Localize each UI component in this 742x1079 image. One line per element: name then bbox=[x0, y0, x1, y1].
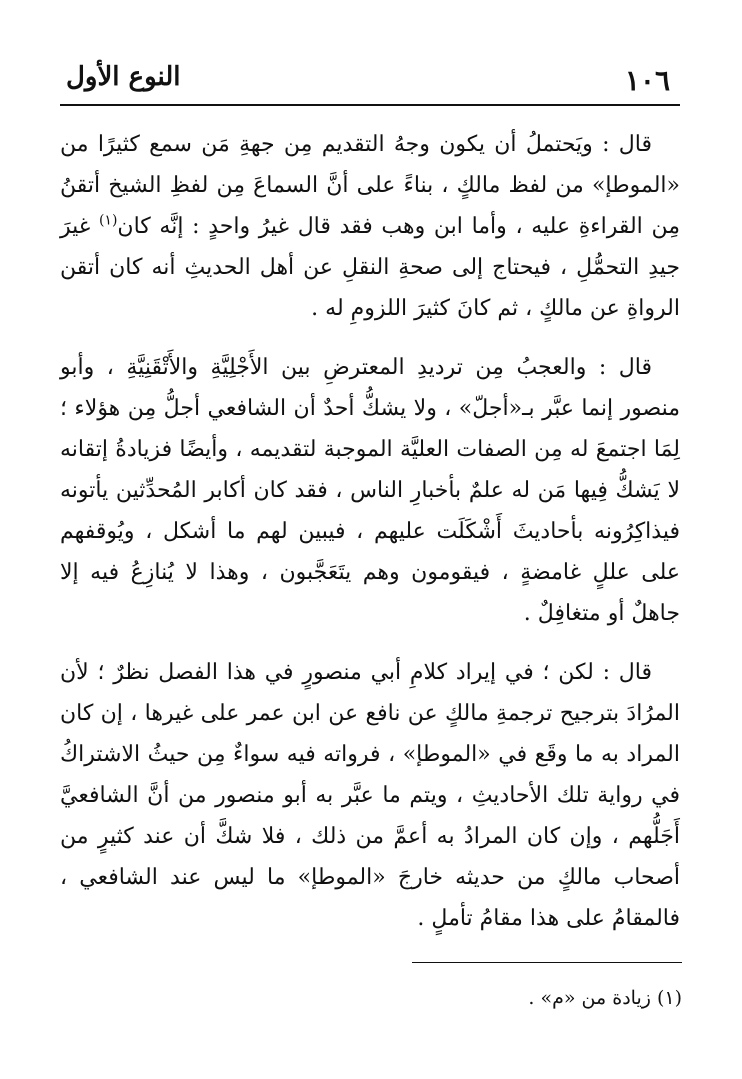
main-text bbox=[60, 124, 680, 957]
paragraph-2: قال : والعجبُ مِن ترديدِ المعترضِ بين الأَجْلِيَّةِ والأَتْقَنِيَّةِ ، وأبو منصور إنما عبَّر بـ«أجلّ» ، ولا يشكُّ أحدٌ أن الشافعي أجلُّ مِن هؤلاء ؛ لِمَا اجتمعَ له مِن الصفات العليَّة الموجبة لتقديمه ، وأيضًا فزيادةُ إتقانه لا يَشكُّ فِيها مَن له علمٌ بأخبارِ الناس ، فقد كان أكابر المُحدِّثين يأتونه فيذاكِرُونه بأحاديثَ أَشْكَلَت عليهم ، فيبين لهم ما أشكل ، ويُوقفهم على عللٍ غامضةٍ ، فيقومون وهم يتَعَجَّبون ، وهذا لا يُنازِعُ فيه إلا جاهلٌ أو متغافِلٌ . bbox=[60, 355, 680, 626]
paragraph-1-text-a: قال : ويَحتملُ أن يكون وجهُ التقديم مِن جهةِ مَن سمع كثيرًا من «الموطإ» من لفظ مالكٍ ، بناءً على أنَّ السماعَ مِن لفظِ الشيخ أتقنُ مِن القراءةِ عليه ، وأما ابن وهب فقد قال غيرُ واحدٍ : إنَّه كان bbox=[60, 132, 680, 239]
page-number: ١٠٦ bbox=[624, 64, 670, 97]
running-title: النوع الأول bbox=[66, 62, 181, 92]
paragraph-1 bbox=[60, 124, 680, 329]
footnote: (١) زيادة من «م» . bbox=[528, 987, 682, 1009]
footnote-mark: (١) bbox=[98, 212, 118, 229]
page-header bbox=[60, 58, 680, 102]
paragraph-3: قال : لكن ؛ في إيراد كلامِ أبي منصورٍ في هذا الفصل نظرٌ ؛ لأن المرُادَ بترجيح ترجمةِ مالكٍ عن نافع عن ابن عمر على غيرها ، إن كان المراد به ما وقَع في «الموطإ» ، فرواته فيه سواءٌ مِن حيثُ الاشتراكُ في رواية تلك الأحاديثِ ، ويتم ما عبَّر به أبو منصور من أنَّ الشافعيَّ أَجَلُّهم ، وإن كان المرادُ به أعمَّ من ذلك ، فلا شكَّ أن عند كثيرٍ من أصحاب مالكٍ من حديثه خارجَ «الموطإ» ما ليس عند الشافعي ، فالمقامُ على هذا مقامُ تأملٍ . bbox=[60, 660, 680, 931]
header-rule bbox=[60, 104, 680, 106]
paragraph-1-text-b: غيرَ جيدِ التحمُّلِ ، فيحتاج إلى صحةِ النقلِ عن أهل الحديثِ أنه كان أتقن الرواةِ عن مالكٍ ، ثم كانَ كثيرَ اللزومِ له . bbox=[60, 214, 680, 321]
footnote-separator bbox=[412, 962, 682, 963]
